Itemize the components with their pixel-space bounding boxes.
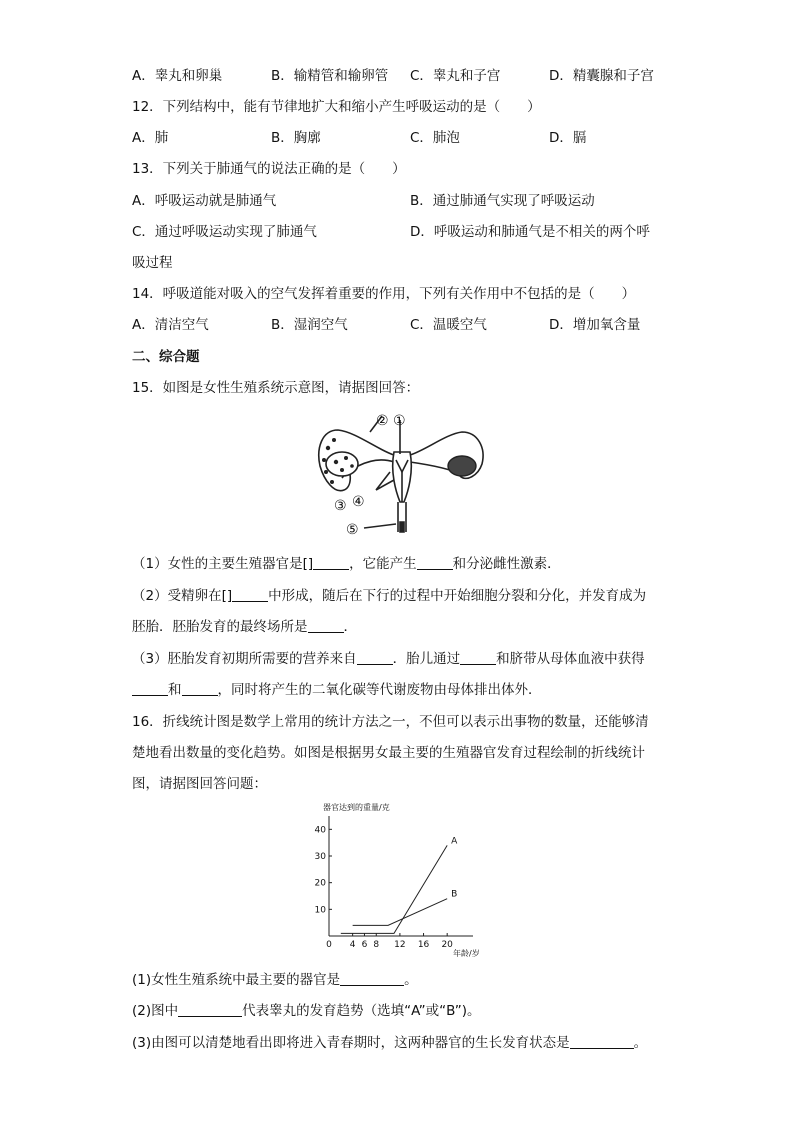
y-tick-label: 30 — [314, 852, 326, 862]
x-tick-label: 0 — [326, 940, 332, 950]
q16-stem-line2: 楚地看出数量的变化趋势。如图是根据男女最主要的生殖器官发育过程绘制的折线统计 — [132, 745, 645, 761]
x-tick-label: 12 — [394, 940, 406, 950]
y-tick-label: 40 — [314, 825, 326, 836]
x-tick-label: 20 — [441, 940, 453, 950]
series-label-b: B — [451, 889, 458, 900]
figure-label-2: ② — [376, 413, 389, 429]
left-ovary — [326, 452, 358, 476]
q13-option-d: D．呼吸运动和肺通气是不相关的两个呼 — [410, 224, 650, 240]
q12-option-d: D．膈 — [549, 130, 587, 146]
q11-option-b: B．输精管和输卵管 — [271, 68, 389, 84]
q13-option-c: C．通过呼吸运动实现了肺通气 — [132, 224, 317, 240]
female-reproductive-system-figure — [312, 410, 492, 538]
q12-option-a: A．肺 — [132, 130, 169, 146]
series-line-b — [353, 899, 448, 926]
figure-label-4: ④ — [352, 494, 365, 510]
q15-sub3-continued: 和 ，同时将产生的二氧化碳等代谢废物由母体排出体外． — [132, 680, 542, 700]
q16-sub2: (2)图中 代表睾丸的发育趋势（选填“A”或“B”)。 — [132, 1003, 481, 1019]
right-ovary — [448, 456, 476, 476]
organ-weight-line-chart — [305, 800, 485, 960]
q14-stem: 14．呼吸道能对吸入的空气发挥着重要的作用，下列有关作用中不包括的是（ ） — [132, 286, 636, 302]
q11-option-a: A．睾丸和卵巢 — [132, 68, 223, 84]
q14-option-d: D．增加氧含量 — [549, 317, 641, 333]
series-line-a — [341, 845, 447, 933]
y-tick-label: 10 — [314, 905, 326, 916]
section-heading: 二、综合题 — [132, 349, 200, 365]
q14-option-a: A．清洁空气 — [132, 317, 209, 333]
q15-sub2: （2）受精卵在[] 中形成，随后在下行的过程中开始细胞分裂和分化，并发育成为 — [132, 588, 647, 604]
q14-option-b: B．湿润空气 — [271, 317, 348, 333]
q13-stem: 13．下列关于肺通气的说法正确的是（ ） — [132, 161, 406, 177]
q11-option-c: C．睾丸和子宫 — [410, 68, 501, 84]
y-tick-label: 20 — [314, 878, 326, 889]
q12-option-c: C．肺泡 — [410, 130, 460, 146]
q13-option-b: B．通过肺通气实现了呼吸运动 — [410, 193, 595, 209]
x-tick-label: 6 — [361, 940, 368, 950]
figure-label-5: ⑤ — [346, 522, 359, 538]
q11-option-d: D．精囊腺和子宫 — [549, 68, 654, 84]
x-tick-label: 4 — [349, 940, 356, 950]
figure-label-1: ① — [393, 413, 406, 429]
q12-option-b: B．胸廓 — [271, 130, 321, 146]
figure-label-3: ③ — [334, 498, 347, 514]
q13-option-d-continued: 吸过程 — [132, 255, 173, 271]
q15-sub1: （1）女性的主要生殖器官是[] ，它能产生 和分泌雌性激素． — [132, 556, 561, 572]
q16-sub1: (1)女性生殖系统中最主要的器官是 。 — [132, 972, 418, 988]
x-axis-label: 年龄/岁 — [453, 949, 480, 958]
q15-sub3: （3）胚胎发育初期所需要的营养来自 ．胎儿通过 和脐带从母体血液中获得 — [132, 651, 645, 667]
series-label-a: A — [451, 836, 458, 847]
x-tick-label: 8 — [373, 940, 380, 950]
q12-stem: 12．下列结构中，能有节律地扩大和缩小产生呼吸运动的是（ ） — [132, 99, 541, 115]
q15-sub2-continued: 胚胎．胚胎发育的最终场所是 ． — [132, 619, 357, 635]
x-tick-label: 16 — [417, 940, 430, 950]
y-axis-label: 器官达到的重量/克 — [323, 803, 390, 812]
q14-option-c: C．温暖空气 — [410, 317, 487, 333]
q16-stem-line3: 图，请据图回答问题： — [132, 776, 267, 792]
q16-stem-line1: 16．折线统计图是数学上常用的统计方法之一，不但可以表示出事物的数量，还能够清 — [132, 714, 649, 730]
q16-sub3: (3)由图可以清楚地看出即将进入青春期时，这两种器官的生长发育状态是 。 — [132, 1035, 648, 1051]
q15-stem: 15．如图是女性生殖系统示意图，请据图回答： — [132, 380, 420, 396]
q13-option-a: A．呼吸运动就是肺通气 — [132, 193, 277, 209]
